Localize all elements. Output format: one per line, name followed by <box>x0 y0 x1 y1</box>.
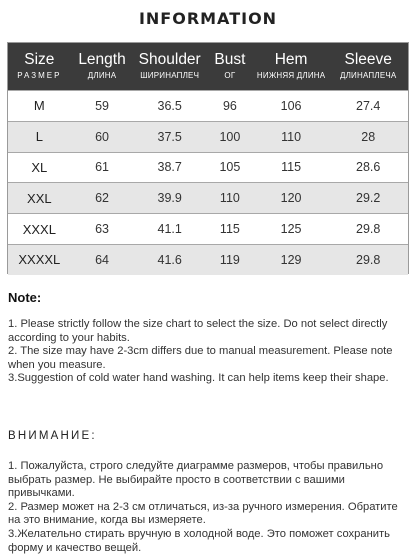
header-shoulder-label: Shoulder <box>138 51 201 68</box>
cell-shoulder: 37.5 <box>157 129 182 144</box>
cell-hem: 120 <box>280 191 302 206</box>
header-size-sublabel: РАЗМЕР <box>17 71 62 80</box>
cell-length: 62 <box>95 191 109 206</box>
table-row <box>8 152 408 183</box>
cell-hem: 115 <box>281 160 302 175</box>
cell-bust: 110 <box>219 191 240 206</box>
cell-sleeve: 27.4 <box>356 98 381 113</box>
header-bust-sublabel: ОГ <box>224 71 236 80</box>
cell-length: 61 <box>95 160 109 175</box>
header-sleeve-sublabel: ДЛИНАПЛЕЧА <box>339 71 397 80</box>
cell-shoulder: 41.1 <box>157 222 182 237</box>
cell-sleeve: 28 <box>361 129 376 144</box>
cell-bust: 105 <box>219 160 241 175</box>
cell-sleeve: 29.2 <box>356 191 381 206</box>
note-heading: Note: <box>8 290 42 305</box>
cell-hem: 129 <box>280 252 302 267</box>
header-bust <box>206 43 254 90</box>
attention-item: 2. Размер может на 2-3 см отличаться, из-за ручного измерения. Обратите на это внимание, когда вы измеряете. <box>8 500 398 527</box>
cell-sleeve: 29.8 <box>356 252 381 267</box>
note-item: 2. The size may have 2-3cm differs due to manual measurement. Please note when you measure. <box>8 345 393 371</box>
attention-heading: ВНИМАНИЕ: <box>8 430 97 442</box>
cell-shoulder: 38.7 <box>157 160 182 175</box>
header-sleeve <box>328 43 408 90</box>
header-size <box>8 43 71 90</box>
table-row <box>8 121 408 152</box>
cell-bust: 100 <box>219 129 241 144</box>
header-shoulder <box>133 43 206 90</box>
table-header <box>8 43 408 90</box>
header-length <box>71 43 134 90</box>
header-shoulder-sublabel: ШИРИНАПЛЕЧ <box>140 71 200 80</box>
cell-size: XXL <box>27 190 52 206</box>
table-row <box>8 213 408 244</box>
cell-length: 60 <box>95 129 109 144</box>
cell-size: M <box>33 98 45 114</box>
cell-hem: 110 <box>281 129 302 144</box>
cell-shoulder: 39.9 <box>157 191 182 206</box>
header-sleeve-label: Sleeve <box>344 51 392 68</box>
attention-list <box>8 460 410 555</box>
cell-bust: 96 <box>222 98 237 113</box>
note-item: 1. Please strictly follow the size chart to select the size. Do not select directly according to your habits. <box>8 318 388 344</box>
cell-shoulder: 41.6 <box>157 252 182 267</box>
cell-size: L <box>35 129 43 145</box>
header-length-sublabel: ДЛИНА <box>87 71 117 80</box>
header-length-label: Length <box>78 51 126 68</box>
header-size-label: Size <box>24 51 55 68</box>
cell-shoulder: 36.5 <box>157 98 182 113</box>
header-hem-sublabel: НИЖНЯЯ ДЛИНА <box>256 71 326 80</box>
table-row <box>8 90 408 121</box>
table-row <box>8 244 408 275</box>
attention-item: 3.Желательно стирать вручную в холодной воде. Это поможет сохранить форму и качество вещей. <box>8 527 390 554</box>
page-title: INFORMATION <box>138 9 278 28</box>
table-row <box>8 182 408 213</box>
cell-length: 64 <box>95 252 109 267</box>
cell-sleeve: 29.8 <box>356 222 381 237</box>
cell-hem: 125 <box>280 222 302 237</box>
cell-length: 63 <box>95 222 109 237</box>
cell-length: 59 <box>95 98 109 113</box>
cell-hem: 106 <box>280 98 302 113</box>
header-hem <box>254 43 329 90</box>
header-bust-label: Bust <box>214 51 246 68</box>
note-list <box>8 318 410 386</box>
note-item: 3.Suggestion of cold water hand washing. It can help items keep their shape. <box>8 372 389 385</box>
cell-size: XXXXL <box>18 252 61 268</box>
size-chart-table <box>7 42 409 274</box>
cell-size: XL <box>31 159 48 175</box>
attention-item: 1. Пожалуйста, строго следуйте диаграмме размеров, чтобы правильно выбрать размер. Не выбирайте просто в соответствии с вашими привычками. <box>8 460 384 500</box>
cell-bust: 119 <box>219 252 240 267</box>
cell-sleeve: 28.6 <box>356 160 381 175</box>
cell-bust: 115 <box>219 222 240 237</box>
header-hem-label: Hem <box>274 51 308 68</box>
cell-size: XXXL <box>22 221 56 237</box>
